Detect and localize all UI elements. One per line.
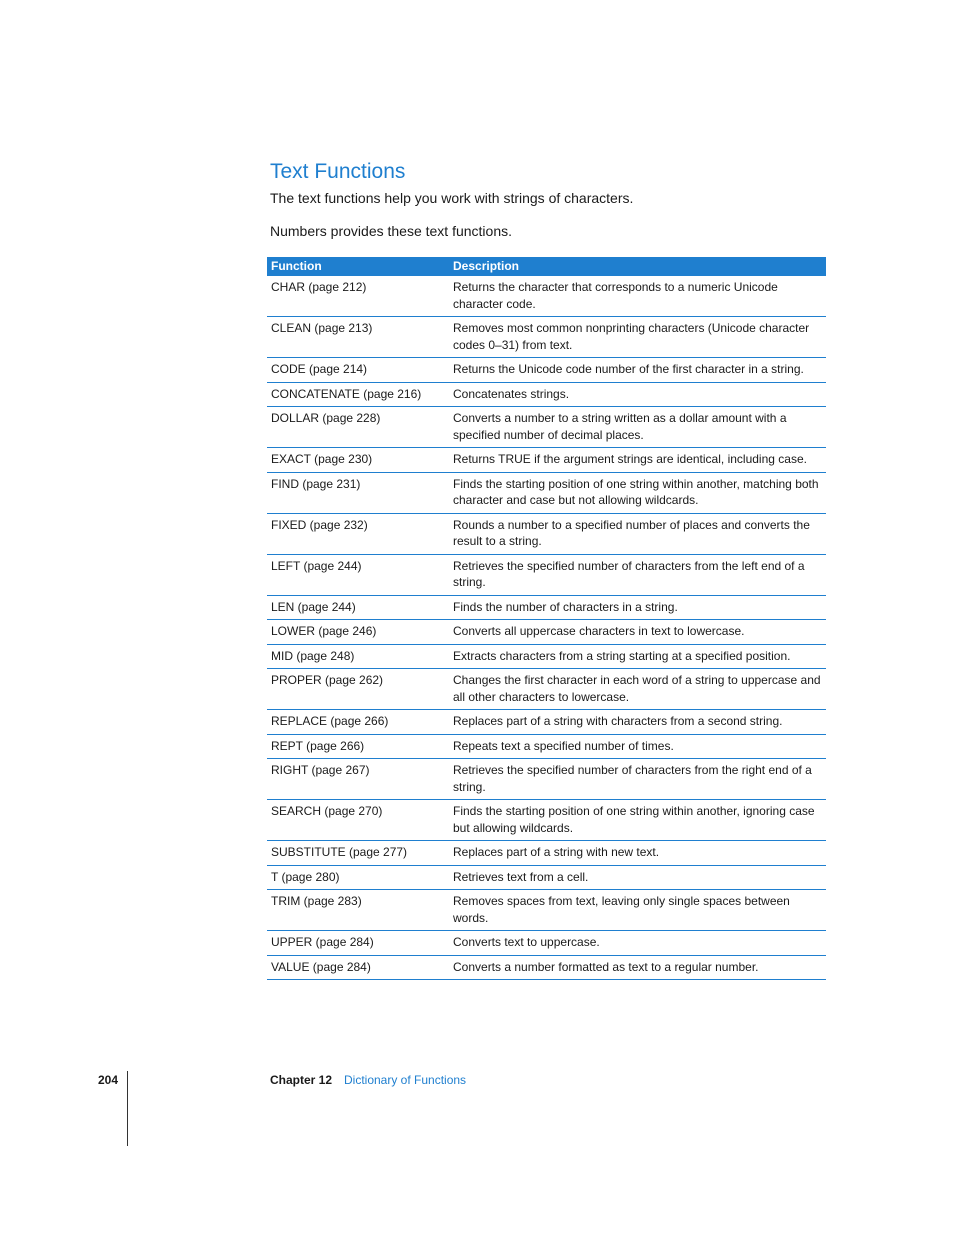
function-link[interactable]: DOLLAR (page 228) xyxy=(271,411,381,425)
function-link[interactable]: REPLACE (page 266) xyxy=(271,714,389,728)
function-link[interactable]: SUBSTITUTE (page 277) xyxy=(271,845,408,859)
function-description: Finds the starting position of one string within another, ignoring case but allowing wildcards. xyxy=(453,804,815,835)
function-description: Retrieves text from a cell. xyxy=(453,869,589,884)
function-description: Retrieves the specified number of characters from the left end of a string. xyxy=(453,558,805,589)
table-row xyxy=(267,710,826,735)
function-description: Finds the number of characters in a string. xyxy=(453,599,678,614)
function-description: Repeats text a specified number of times. xyxy=(453,738,674,753)
function-link[interactable]: PROPER (page 262) xyxy=(271,673,384,687)
function-link[interactable]: FIND (page 231) xyxy=(271,476,361,491)
function-description: Removes most common nonprinting characters (Unicode character codes 0–31) from text. xyxy=(453,321,810,352)
table-row xyxy=(267,735,826,760)
function-link[interactable]: UPPER (page 284) xyxy=(271,935,374,949)
table-header xyxy=(267,257,826,276)
table-row xyxy=(267,620,826,645)
function-description: Returns the character that corresponds to a numeric Unicode character code. xyxy=(453,280,778,311)
function-description: Converts text to uppercase. xyxy=(453,935,600,949)
table-row xyxy=(267,407,826,448)
table-row xyxy=(267,866,826,891)
table-row xyxy=(267,358,826,383)
function-description: Finds the starting position of one string within another, matching both character and case but not allowing wildcards. xyxy=(453,476,819,507)
table-row xyxy=(267,596,826,621)
table-row xyxy=(267,931,826,956)
function-link[interactable]: CHAR (page 212) xyxy=(271,280,367,294)
table-row xyxy=(267,669,826,710)
function-link[interactable]: CLEAN (page 213) xyxy=(271,321,373,335)
function-link[interactable]: CONCATENATE (page 216) xyxy=(271,386,422,401)
function-description: Replaces part of a string with new text. xyxy=(453,845,660,859)
function-description: Replaces part of a string with characters from a second string. xyxy=(453,714,783,728)
table-row xyxy=(267,890,826,931)
table-row xyxy=(267,956,826,981)
function-link[interactable]: FIXED (page 232) xyxy=(271,517,368,532)
function-description: Converts a number to a string written as a dollar amount with a specified number of decimal places. xyxy=(453,411,787,442)
footer-divider xyxy=(127,1071,128,1146)
table-row xyxy=(267,514,826,555)
intro-text-2: Numbers provides these text functions. xyxy=(270,223,513,239)
table-body xyxy=(267,276,826,980)
table-row xyxy=(267,317,826,358)
table-row xyxy=(267,383,826,408)
function-link[interactable]: SEARCH (page 270) xyxy=(271,804,383,818)
table-row xyxy=(267,841,826,866)
page-number: 204 xyxy=(98,1073,119,1087)
function-link[interactable]: TRIM (page 283) xyxy=(271,894,362,908)
function-link[interactable]: RIGHT (page 267) xyxy=(271,763,370,777)
table-row xyxy=(267,759,826,800)
function-link[interactable]: LEFT (page 244) xyxy=(271,558,362,573)
function-link[interactable]: EXACT (page 230) xyxy=(271,452,373,466)
intro-text: The text functions help you work with strings of characters. xyxy=(270,190,634,206)
table-row xyxy=(267,473,826,514)
table-row xyxy=(267,800,826,841)
chapter-label: Chapter 12 xyxy=(270,1073,333,1087)
function-description: Extracts characters from a string starting at a specified position. xyxy=(453,648,791,663)
function-description: Concatenates strings. xyxy=(453,386,570,401)
function-description: Returns TRUE if the argument strings are identical, including case. xyxy=(453,452,807,466)
function-description: Converts all uppercase characters in text to lowercase. xyxy=(453,624,745,638)
table-row xyxy=(267,448,826,473)
function-description: Rounds a number to a specified number of places and converts the result to a string. xyxy=(453,517,810,548)
function-description: Converts a number formatted as text to a regular number. xyxy=(453,959,759,974)
page-title: Text Functions xyxy=(270,160,406,183)
function-link[interactable]: LOWER (page 246) xyxy=(271,624,377,638)
table-row xyxy=(267,276,826,317)
function-description: Returns the Unicode code number of the first character in a string. xyxy=(453,362,804,376)
functions-table xyxy=(267,257,826,980)
function-link[interactable]: MID (page 248) xyxy=(271,648,355,663)
function-link[interactable]: T (page 280) xyxy=(271,869,340,884)
function-link[interactable]: LEN (page 244) xyxy=(271,599,356,614)
function-description: Removes spaces from text, leaving only single spaces between words. xyxy=(453,894,790,925)
table-row xyxy=(267,555,826,596)
function-link[interactable]: CODE (page 214) xyxy=(271,362,368,376)
function-link[interactable]: REPT (page 266) xyxy=(271,738,365,753)
table-row xyxy=(267,645,826,670)
function-link[interactable]: VALUE (page 284) xyxy=(271,959,371,974)
chapter-title-link[interactable]: Dictionary of Functions xyxy=(344,1073,467,1087)
function-description: Changes the first character in each word of a string to uppercase and all other characters to lowercase. xyxy=(453,673,821,704)
header-function: Function xyxy=(271,259,322,274)
header-description: Description xyxy=(453,259,520,274)
function-description: Retrieves the specified number of characters from the right end of a string. xyxy=(453,763,812,794)
